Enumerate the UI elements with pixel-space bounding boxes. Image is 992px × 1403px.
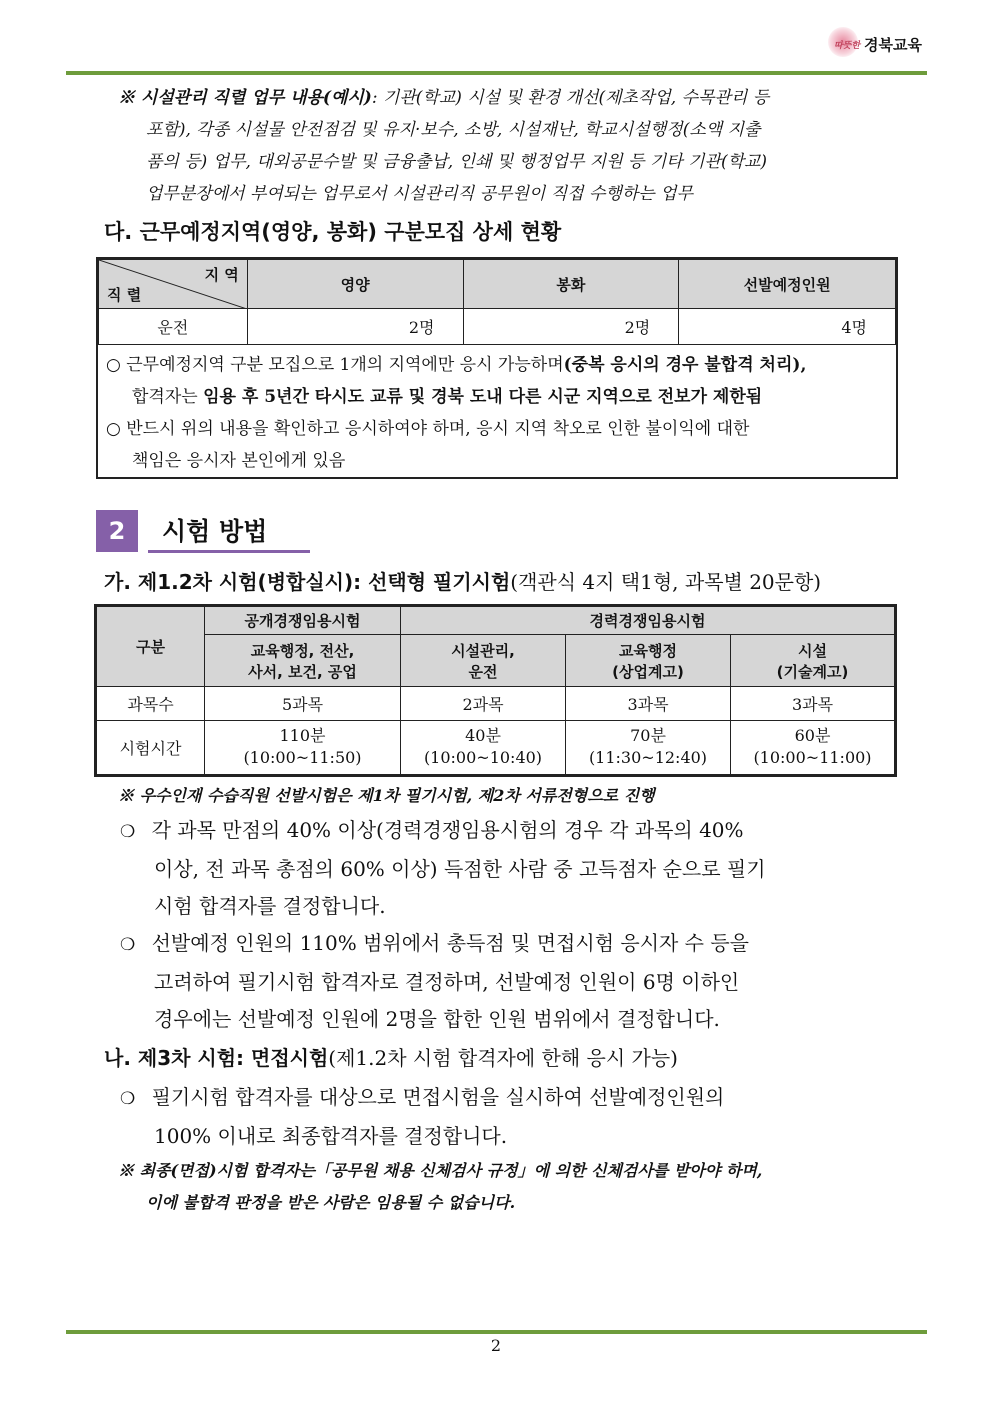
cell-value: 110분 (10:00~11:50)	[205, 720, 401, 774]
group-open: 공개경쟁임용시험	[205, 607, 401, 635]
section-da-title: 다. 근무예정지역(영양, 봉화) 구분모집 상세 현황	[104, 220, 562, 244]
section-title: 시험 방법	[148, 510, 310, 553]
list-item: ❍ 선발예정 인원의 110% 범위에서 총득점 및 면접시험 응시자 수 등을 고려하여 필기시험 합격자로 결정하며, 선발예정 인원이 6명 이하인 경우에는 선발예정 인원에 2명을 합한 인원 범위에서 결정합니다.	[120, 931, 750, 1031]
logo-text: 경북교육	[864, 36, 922, 54]
list-item: ❍ 각 과목 만점의 40% 이상(경력경쟁임용시험의 경우 각 과목의 40% 이상, 전 과목 총점의 60% 이상) 득점한 사람 중 고득점자 순으로 필기 시험 합격자를 결정합니다.	[120, 818, 766, 918]
exam-table-box	[94, 604, 897, 777]
facility-duty-note: ※ 시설관리 직렬 업무 내용(예시): 기관(학교) 시설 및 환경 개선(제초작업, 수목관리 등 포함), 각종 시설물 안전점검 및 유지·보수, 소방, 시설재난, 학교시설행정(소액 지출 품의 등) 업무, 대외공문수발 및 금융출납, 인쇄 및 행정업무 지원 등 기타 기관(학교) 업무분장에서 부여되는 업무로서 시설관리직 공무원이 직접 수행하는 업무	[118, 88, 770, 204]
intern-note: ※ 우수인재 수습직원 선발시험은 제1차 필기시험, 제2차 서류전형으로 진행	[118, 786, 655, 805]
header-yeongyang: 영양	[247, 260, 463, 309]
sub-header: 교육행정 (상업계고)	[566, 635, 731, 687]
page-number: 2	[490, 1336, 502, 1355]
logo-small-text: 따뜻한	[833, 41, 861, 51]
region-notes: ○ 근무예정지역 구분 모집으로 1개의 지역에만 응시 가능하며(중복 응시의 경우 불합격 처리), 합격자는 임용 후 5년간 타시도 교류 및 경북 도내 다른 시군 지역으로 전보가 제한됨 ○ 반드시 위의 내용을 확인하고 응시하여야 하며, 응시 지역 착오로 인한 불이익에 대한 책임은 응시자 본인에게 있음	[106, 355, 807, 471]
group-career: 경력경쟁임용시험	[401, 607, 895, 635]
row-label: 운전	[99, 309, 248, 345]
region-table	[98, 259, 896, 345]
header-logo	[834, 34, 922, 55]
cell-value: 5과목	[205, 687, 401, 720]
cell-value: 40분 (10:00~10:40)	[401, 720, 566, 774]
footer-rule	[66, 1330, 927, 1334]
cell-value: 2명	[463, 309, 679, 345]
note-title: 시설관리 직렬 업무 내용(예시)	[140, 88, 372, 108]
cell-value: 3과목	[566, 687, 731, 720]
header-bonghwa: 봉화	[463, 260, 679, 309]
row-label: 시험시간	[97, 720, 205, 774]
exam-table	[96, 606, 895, 775]
row-label: 과목수	[97, 687, 205, 720]
cell-value: 2명	[247, 309, 463, 345]
bullet-list-na	[120, 1079, 910, 1155]
bullet-list-ga	[120, 812, 910, 1038]
section-number: 2	[96, 510, 138, 552]
note-mark: ※	[118, 88, 135, 108]
cell-value: 4명	[679, 309, 896, 345]
list-item: ❍ 필기시험 합격자를 대상으로 면접시험을 실시하여 선발예정인원의 100% 이내로 최종합격자를 결정합니다.	[120, 1085, 725, 1148]
sub-header: 교육행정, 전산, 사서, 보건, 공업	[205, 635, 401, 687]
header-quota: 선발예정인원	[679, 260, 896, 309]
col-label: 구분	[97, 607, 205, 687]
sub-header: 시설 (기술계고)	[731, 635, 895, 687]
section-na-title: 나. 제3차 시험: 면접시험(제1.2차 시험 합격자에 한해 응시 가능)	[104, 1046, 678, 1070]
cell-value: 3과목	[731, 687, 895, 720]
region-table-box	[96, 257, 898, 479]
corner-cell: 지 역 직 렬	[99, 260, 248, 309]
sub-header: 시설관리, 운전	[401, 635, 566, 687]
header-rule	[66, 71, 927, 75]
cell-value: 60분 (10:00~11:00)	[731, 720, 895, 774]
section-ga-title: 가. 제1.2차 시험(병합실시): 선택형 필기시험(객관식 4지 택1형, 과목별 20문항)	[104, 570, 822, 594]
cell-value: 70분 (11:30~12:40)	[566, 720, 731, 774]
physical-exam-note: ※ 최종(면접)시험 합격자는「공무원 채용 신체검사 규정」에 의한 신체검사를 받아야 하며, 이에 불합격 판정을 받은 사람은 임용될 수 없습니다.	[118, 1161, 763, 1212]
cell-value: 2과목	[401, 687, 566, 720]
